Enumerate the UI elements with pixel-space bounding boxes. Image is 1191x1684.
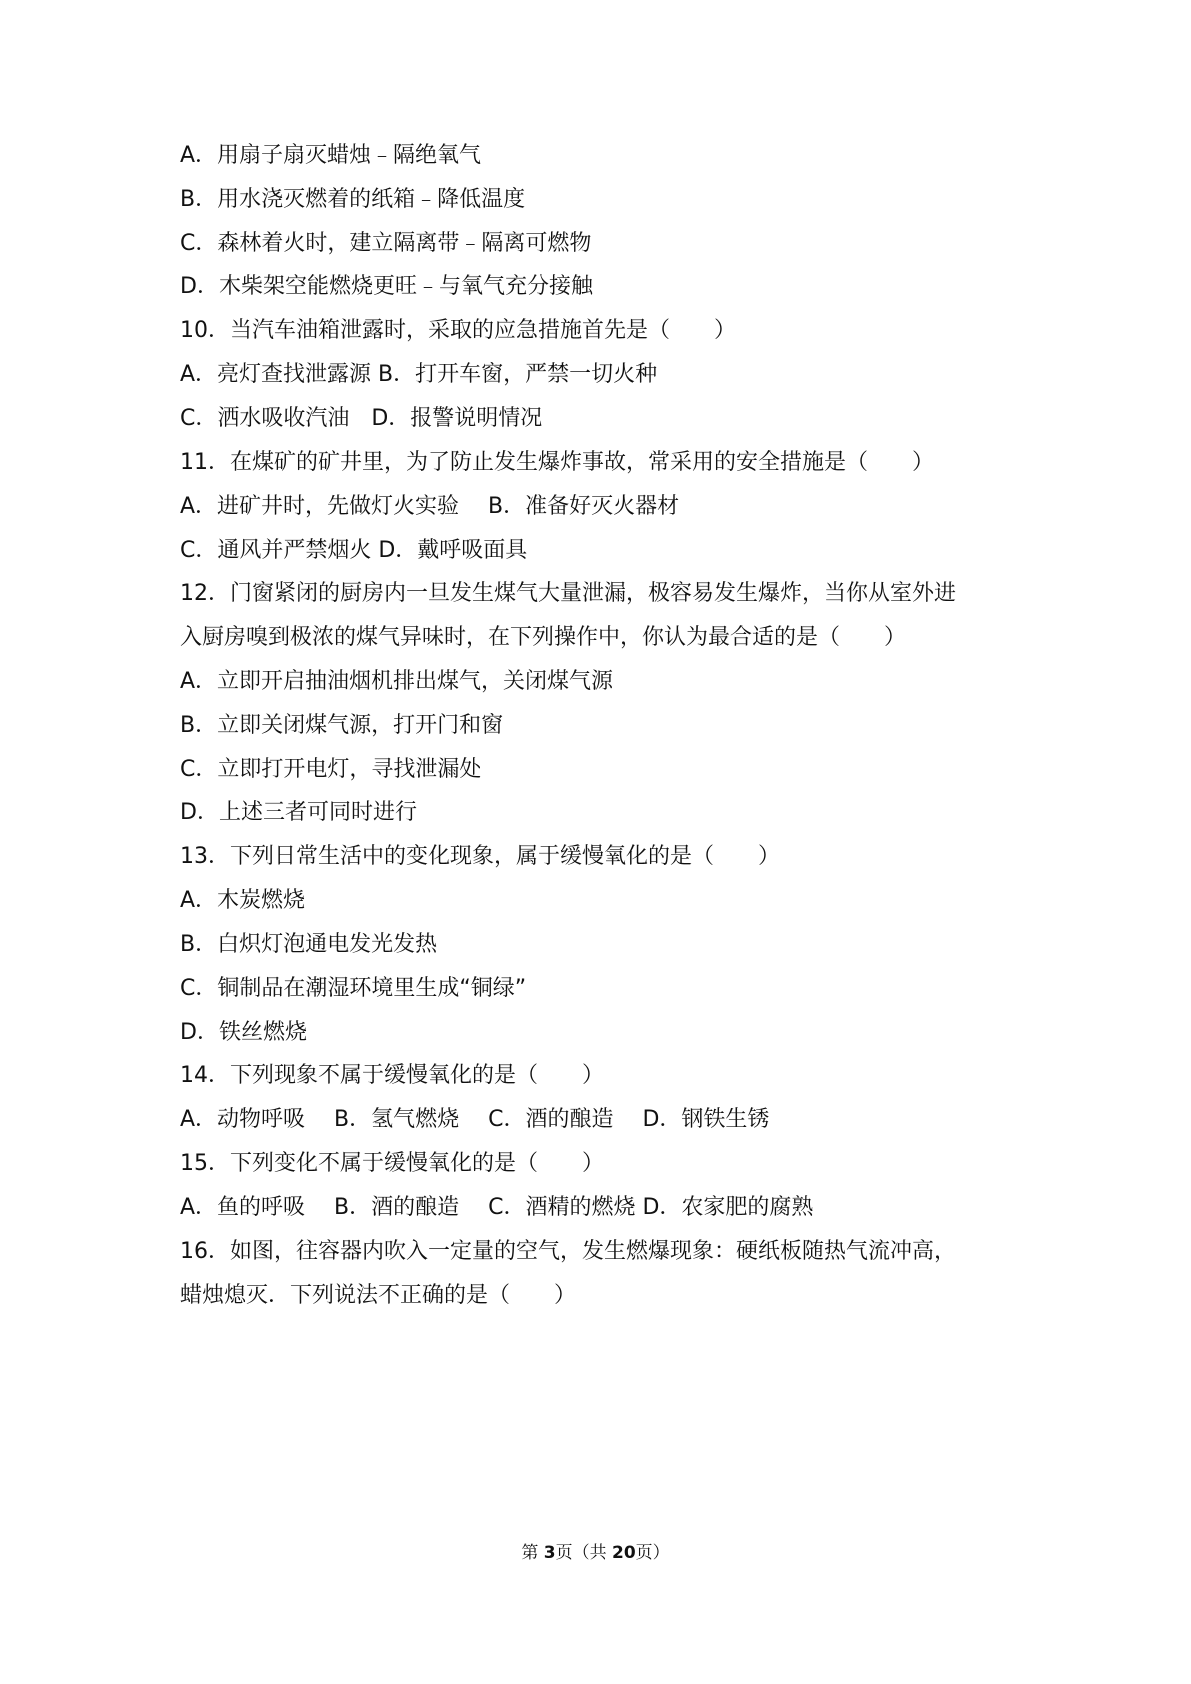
- question-line: 13．下列日常生活中的变化现象，属于缓慢氧化的是（ ）: [180, 844, 780, 869]
- question-line: 12．门窗紧闭的厨房内一旦发生煤气大量泄漏，极容易发生爆炸，当你从室外进: [180, 581, 956, 606]
- footer-middle: 页（共: [555, 1543, 612, 1563]
- option-line: C．森林着火时，建立隔离带﹣隔离可燃物: [180, 231, 592, 256]
- question-line: 16．如图，往容器内吹入一定量的空气，发生燃爆现象：硬纸板随热气流冲高，: [180, 1239, 956, 1264]
- option-line: C．立即打开电灯，寻找泄漏处: [180, 757, 482, 782]
- option-line: A．鱼的呼吸 B．酒的酿造 C．酒精的燃烧 D．农家肥的腐熟: [180, 1195, 814, 1220]
- option-line: D．上述三者可同时进行: [180, 800, 417, 825]
- question-line: 入厨房嗅到极浓的煤气异味时，在下列操作中，你认为最合适的是（ ）: [180, 625, 907, 650]
- footer-total-pages: 20: [611, 1543, 636, 1563]
- page-footer: [0, 1541, 1191, 1565]
- question-line: 10．当汽车油箱泄露时，采取的应急措施首先是（ ）: [180, 318, 736, 343]
- footer-prefix: 第: [521, 1543, 544, 1563]
- option-line: B．用水浇灭燃着的纸箱﹣降低温度: [180, 187, 526, 212]
- question-line: 15．下列变化不属于缓慢氧化的是（ ）: [180, 1151, 604, 1176]
- question-line: 11．在煤矿的矿井里，为了防止发生爆炸事故，常采用的安全措施是（ ）: [180, 450, 934, 475]
- option-line: C．铜制品在潮湿环境里生成“铜绿”: [180, 976, 527, 1001]
- option-line: C．通风并严禁烟火 D．戴呼吸面具: [180, 538, 528, 563]
- footer-page-number: 3: [543, 1543, 556, 1563]
- question-line: 14．下列现象不属于缓慢氧化的是（ ）: [180, 1063, 604, 1088]
- option-line: A．亮灯查找泄露源 B．打开车窗，严禁一切火种: [180, 362, 658, 387]
- option-line: B．立即关闭煤气源，打开门和窗: [180, 713, 504, 738]
- option-line: D．铁丝燃烧: [180, 1020, 307, 1045]
- option-line: A．用扇子扇灭蜡烛﹣隔绝氧气: [180, 143, 482, 168]
- option-line: B．白炽灯泡通电发光发热: [180, 932, 438, 957]
- option-line: A．立即开启抽油烟机排出煤气，关闭煤气源: [180, 669, 614, 694]
- option-line: A．动物呼吸 B．氢气燃烧 C．酒的酿造 D．钢铁生锈: [180, 1107, 770, 1132]
- option-line: A．进矿井时，先做灯火实验 B．准备好灭火器材: [180, 494, 680, 519]
- option-line: C．洒水吸收汽油 D．报警说明情况: [180, 406, 543, 431]
- option-line: A．木炭燃烧: [180, 888, 306, 913]
- question-line: 蜡烛熄灭．下列说法不正确的是（ ）: [180, 1283, 577, 1308]
- footer-suffix: 页）: [635, 1543, 670, 1563]
- option-line: D．木柴架空能燃烧更旺﹣与氧气充分接触: [180, 274, 593, 299]
